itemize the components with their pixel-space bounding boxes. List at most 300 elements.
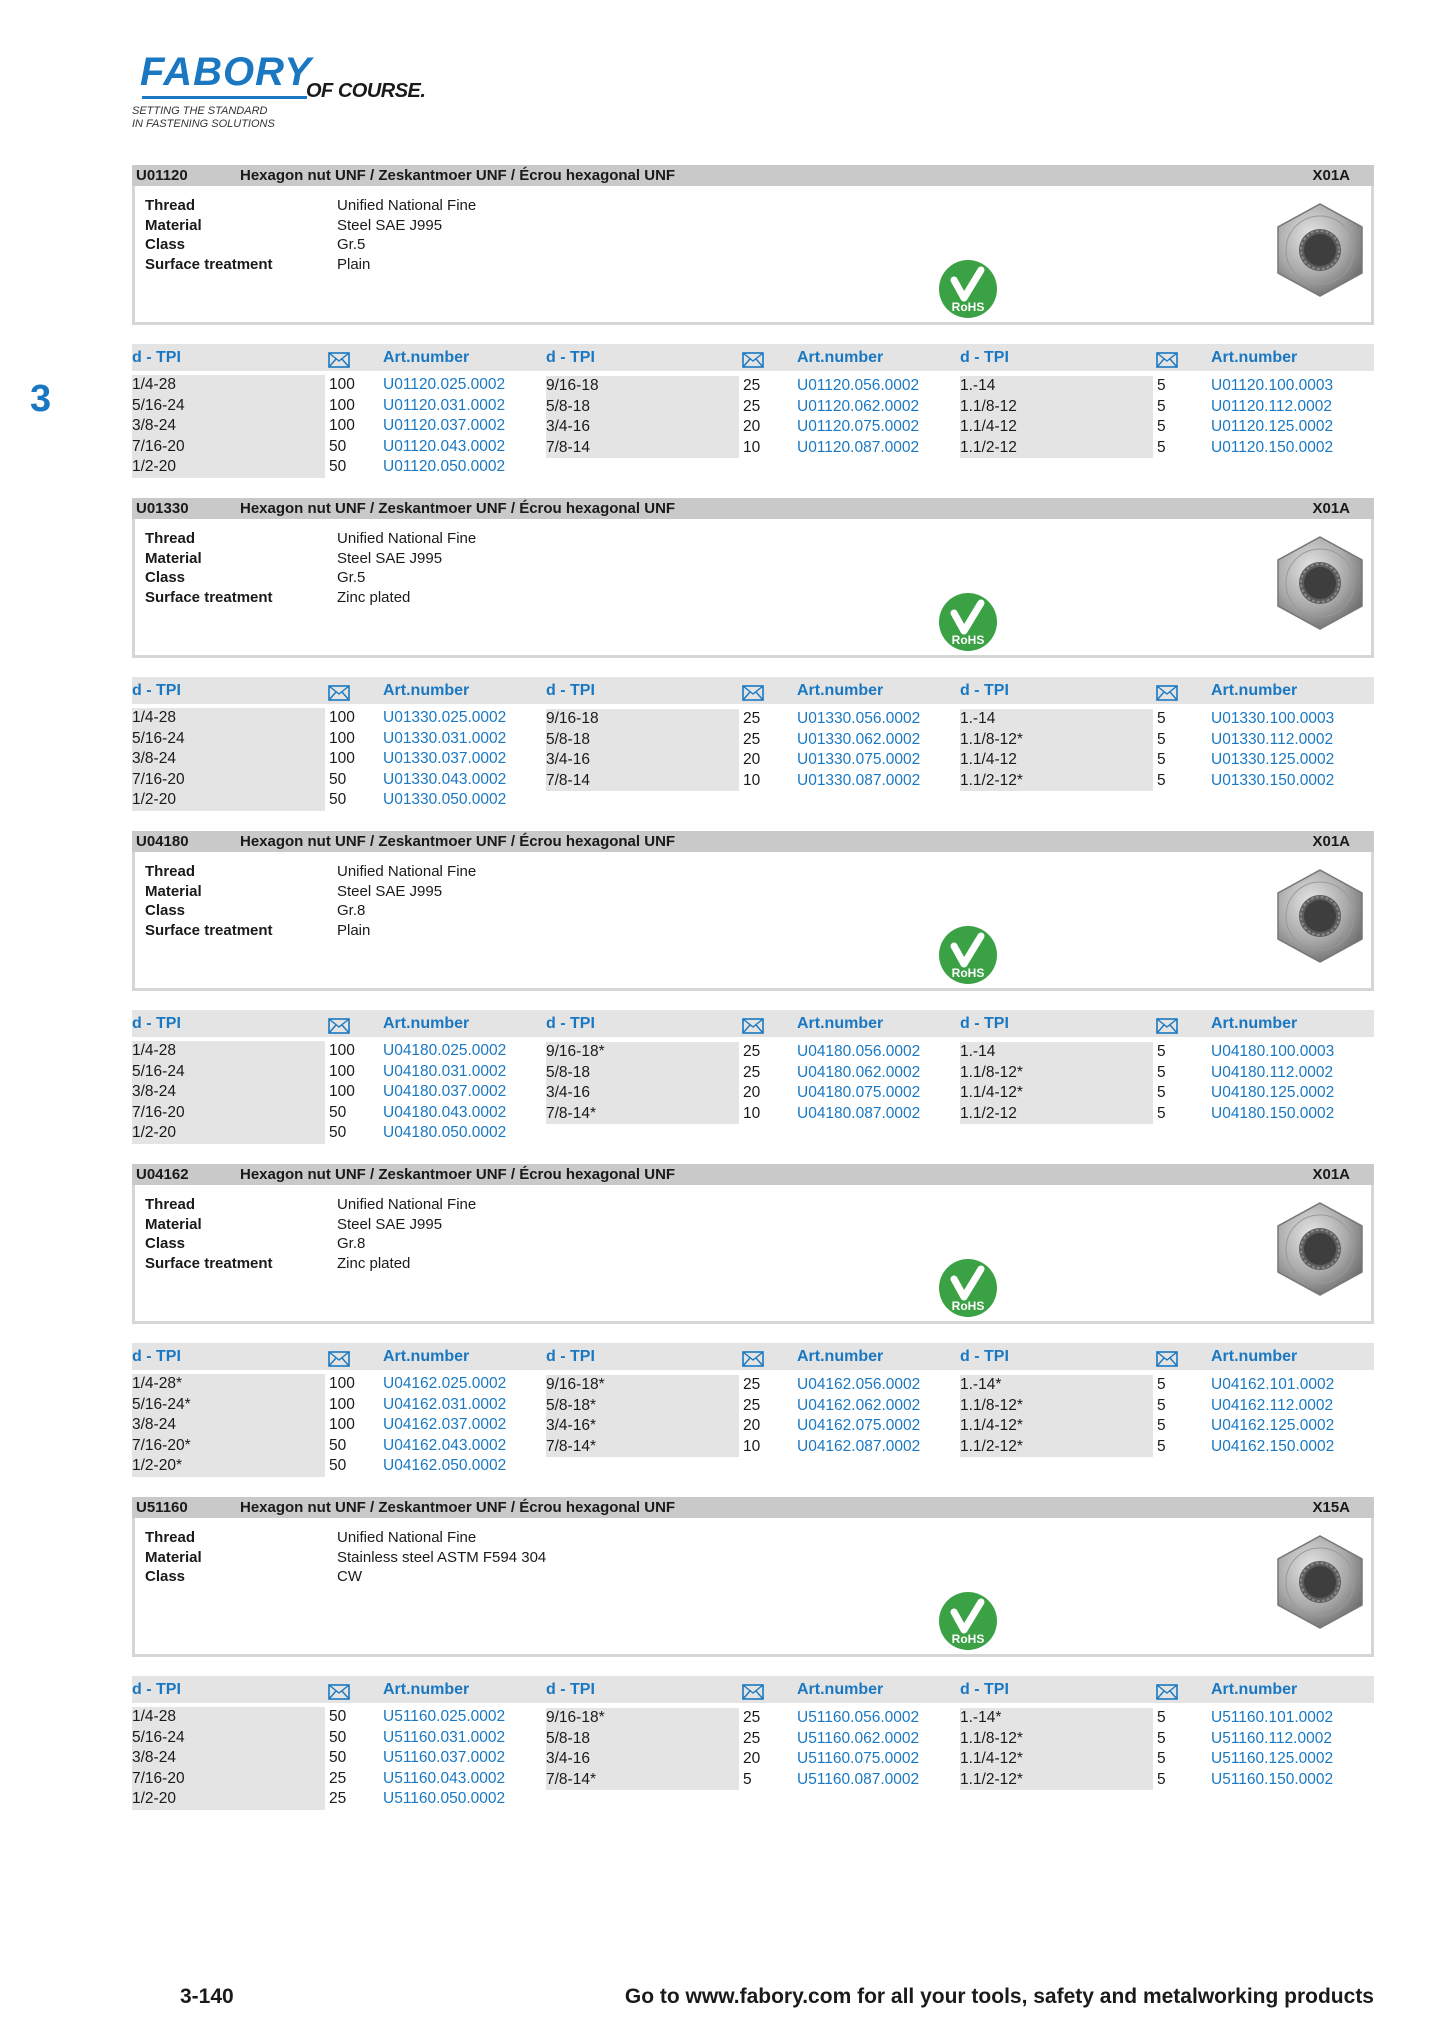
thread-size-cell: 1.1/4-12* bbox=[960, 1750, 1023, 1767]
article-number-link[interactable]: U51160.112.0002 bbox=[1211, 1729, 1332, 1747]
article-number-list bbox=[383, 1707, 505, 1810]
section-header bbox=[132, 165, 1374, 186]
quantity-cell: 10 bbox=[743, 438, 761, 456]
quantity-cell: 25 bbox=[743, 1043, 761, 1060]
spec-row bbox=[145, 216, 476, 236]
quantity-list bbox=[1157, 1708, 1166, 1790]
standard-code: X15A bbox=[1312, 1499, 1350, 1516]
article-number-link[interactable]: U04162.025.0002 bbox=[383, 1375, 507, 1392]
spec-value: Steel SAE J995 bbox=[337, 216, 443, 234]
article-number-link[interactable]: U01120.087.0002 bbox=[797, 438, 920, 456]
standard-code: X01A bbox=[1312, 500, 1350, 517]
article-number-link[interactable]: U04162.101.0002 bbox=[1211, 1376, 1335, 1393]
product-code: U01330 bbox=[136, 500, 189, 517]
thread-size-cell: 1/4-28* bbox=[132, 1375, 182, 1392]
article-number-list bbox=[1211, 709, 1334, 791]
quantity-cell: 5 bbox=[1157, 1043, 1166, 1060]
thread-size-cell: 5/8-18 bbox=[546, 1729, 590, 1747]
thread-size-list bbox=[132, 375, 325, 478]
product-section bbox=[132, 165, 1374, 475]
svg-text:RoHS: RoHS bbox=[951, 1632, 985, 1646]
thread-size-cell: 7/16-20 bbox=[132, 1103, 185, 1121]
thread-size-cell: 9/16-18* bbox=[546, 1709, 605, 1726]
thread-size-list bbox=[960, 376, 1153, 458]
article-number-link[interactable]: U01330.031.0002 bbox=[383, 729, 507, 747]
column-header-dtpi: d - TPI bbox=[960, 349, 1009, 366]
thread-size-cell: 1/2-20 bbox=[132, 1790, 176, 1807]
spec-row bbox=[145, 1548, 546, 1568]
article-number-link[interactable]: U04180.050.0002 bbox=[383, 1124, 507, 1141]
thread-size-cell: 1/4-28 bbox=[132, 376, 176, 393]
article-number-link[interactable]: U01120.043.0002 bbox=[383, 437, 506, 455]
quantity-cell: 50 bbox=[329, 437, 347, 455]
thread-size-cell: 1/2-20* bbox=[132, 1457, 182, 1474]
quantity-cell: 5 bbox=[1157, 1084, 1166, 1101]
quantity-list bbox=[1157, 1042, 1166, 1124]
spec-row bbox=[145, 862, 476, 882]
article-number-link[interactable]: U51160.150.0002 bbox=[1211, 1770, 1334, 1788]
thread-size-cell: 5/16-24 bbox=[132, 1062, 185, 1080]
spec-label: Thread bbox=[145, 530, 196, 547]
product-title: Hexagon nut UNF / Zeskantmoer UNF / Écrou hexagonal UNF bbox=[240, 167, 676, 184]
spec-value: Unified National Fine bbox=[337, 1196, 477, 1213]
article-number-link[interactable]: U04162.125.0002 bbox=[1211, 1417, 1335, 1434]
article-number-link[interactable]: U04162.037.0002 bbox=[383, 1416, 507, 1433]
page-number: 3-140 bbox=[180, 1985, 234, 2008]
article-number-link[interactable]: U04162.031.0002 bbox=[383, 1395, 507, 1413]
article-number-link[interactable]: U04180.075.0002 bbox=[797, 1084, 921, 1101]
column-header-artnumber: Art.number bbox=[797, 349, 884, 366]
thread-size-cell: 5/8-18 bbox=[546, 1063, 590, 1081]
quantity-cell: 10 bbox=[743, 1437, 761, 1455]
packaging-quantity-icon bbox=[1156, 350, 1178, 377]
article-number-list bbox=[1211, 376, 1333, 458]
quantity-cell: 100 bbox=[329, 1042, 355, 1059]
quantity-cell: 100 bbox=[329, 1062, 355, 1080]
quantity-cell: 5 bbox=[1157, 1417, 1166, 1434]
thread-size-cell: 5/16-24 bbox=[132, 396, 185, 414]
packaging-quantity-icon bbox=[742, 1682, 764, 1709]
thread-size-cell: 5/16-24* bbox=[132, 1395, 191, 1413]
thread-size-cell: 7/8-14 bbox=[546, 771, 590, 789]
column-header-artnumber: Art.number bbox=[797, 1681, 884, 1698]
quantity-cell: 5 bbox=[1157, 418, 1166, 435]
article-number-list bbox=[1211, 1042, 1334, 1124]
article-number-link[interactable]: U01120.050.0002 bbox=[383, 458, 506, 475]
spec-row bbox=[145, 549, 476, 569]
spec-row bbox=[145, 1528, 546, 1548]
section-header bbox=[132, 498, 1374, 519]
column-header-artnumber: Art.number bbox=[1211, 1015, 1298, 1032]
thread-size-list bbox=[546, 1042, 739, 1124]
thread-size-cell: 1/4-28 bbox=[132, 709, 176, 726]
spec-value: Unified National Fine bbox=[337, 863, 477, 880]
column-header-dtpi: d - TPI bbox=[132, 682, 181, 699]
product-title: Hexagon nut UNF / Zeskantmoer UNF / Écrou hexagonal UNF bbox=[240, 1166, 676, 1183]
article-number-list bbox=[797, 376, 919, 458]
quantity-cell: 25 bbox=[743, 730, 761, 748]
column-header-artnumber: Art.number bbox=[1211, 682, 1298, 699]
quantity-cell: 5 bbox=[1157, 1396, 1166, 1414]
column-header-dtpi: d - TPI bbox=[132, 1015, 181, 1032]
hexagon-nut-image bbox=[1270, 1532, 1370, 1632]
thread-size-cell: 3/8-24 bbox=[132, 1749, 176, 1766]
article-number-list bbox=[383, 708, 506, 811]
product-section bbox=[132, 1164, 1374, 1474]
spec-box bbox=[132, 186, 1374, 325]
column-header-dtpi: d - TPI bbox=[546, 1681, 595, 1698]
article-number-list bbox=[797, 709, 920, 791]
article-number-link[interactable]: U04162.043.0002 bbox=[383, 1436, 507, 1454]
thread-size-cell: 1.1/2-12* bbox=[960, 1437, 1023, 1455]
article-number-link[interactable]: U04162.075.0002 bbox=[797, 1417, 921, 1434]
thread-size-cell: 1.1/8-12* bbox=[960, 1063, 1023, 1081]
spec-list bbox=[145, 1195, 476, 1273]
spec-value: Steel SAE J995 bbox=[337, 882, 443, 900]
article-number-link[interactable]: U51160.101.0002 bbox=[1211, 1709, 1334, 1726]
article-number-link[interactable]: U01120.037.0002 bbox=[383, 417, 506, 434]
thread-size-cell: 1/2-20 bbox=[132, 1124, 176, 1141]
logo-slogan: OF COURSE. bbox=[306, 80, 426, 102]
article-number-link[interactable]: U04162.150.0002 bbox=[1211, 1437, 1335, 1455]
quantity-cell: 5 bbox=[1157, 710, 1166, 727]
article-number-link[interactable]: U51160.043.0002 bbox=[383, 1769, 506, 1787]
article-number-link[interactable]: U51160.056.0002 bbox=[797, 1709, 920, 1726]
article-number-link[interactable]: U04180.112.0002 bbox=[1211, 1063, 1334, 1081]
spec-row bbox=[145, 529, 476, 549]
quantity-cell: 25 bbox=[743, 377, 761, 394]
article-number-link[interactable]: U01120.125.0002 bbox=[1211, 418, 1334, 435]
column-header-dtpi: d - TPI bbox=[132, 349, 181, 366]
article-number-link[interactable]: U51160.075.0002 bbox=[797, 1750, 920, 1767]
spec-label: Class bbox=[145, 1235, 186, 1252]
spec-label: Class bbox=[145, 1568, 186, 1585]
spec-label: Class bbox=[145, 902, 186, 919]
thread-size-list bbox=[132, 1374, 325, 1477]
article-number-link[interactable]: U01330.150.0002 bbox=[1211, 771, 1335, 789]
svg-text:RoHS: RoHS bbox=[951, 1299, 985, 1313]
article-number-link[interactable]: U01330.087.0002 bbox=[797, 771, 921, 789]
thread-size-cell: 1.-14* bbox=[960, 1709, 1002, 1726]
article-number-link[interactable]: U01330.075.0002 bbox=[797, 751, 921, 768]
column-header-artnumber: Art.number bbox=[797, 682, 884, 699]
quantity-cell: 5 bbox=[1157, 1104, 1166, 1122]
column-header-dtpi: d - TPI bbox=[960, 1681, 1009, 1698]
thread-size-cell: 7/16-20* bbox=[132, 1436, 191, 1454]
quantity-cell: 25 bbox=[329, 1790, 347, 1807]
article-number-link[interactable]: U01330.112.0002 bbox=[1211, 730, 1334, 748]
quantity-cell: 25 bbox=[743, 1063, 761, 1081]
article-number-link[interactable]: U01330.037.0002 bbox=[383, 750, 507, 767]
article-number-link[interactable]: U04180.031.0002 bbox=[383, 1062, 507, 1080]
article-number-link[interactable]: U04180.062.0002 bbox=[797, 1063, 921, 1081]
column-header-artnumber: Art.number bbox=[383, 1681, 470, 1698]
spec-row bbox=[145, 1195, 476, 1215]
thread-size-cell: 7/16-20 bbox=[132, 437, 185, 455]
quantity-cell: 100 bbox=[329, 1395, 355, 1413]
quantity-cell: 100 bbox=[329, 729, 355, 747]
spec-value: Stainless steel ASTM F594 304 bbox=[337, 1548, 547, 1566]
logo-tagline bbox=[132, 105, 275, 131]
spec-box bbox=[132, 1518, 1374, 1657]
quantity-cell: 5 bbox=[1157, 1729, 1166, 1747]
quantity-list bbox=[329, 1707, 346, 1810]
thread-size-cell: 7/8-14 bbox=[546, 438, 590, 456]
article-number-link[interactable]: U04180.100.0003 bbox=[1211, 1043, 1335, 1060]
article-number-link[interactable]: U51160.050.0002 bbox=[383, 1790, 506, 1807]
table-header bbox=[132, 1010, 1374, 1037]
quantity-cell: 25 bbox=[743, 1729, 761, 1747]
thread-size-cell: 7/8-14* bbox=[546, 1104, 596, 1122]
spec-label: Thread bbox=[145, 197, 196, 214]
article-number-list bbox=[383, 1374, 506, 1477]
spec-row bbox=[145, 901, 476, 921]
rohs-badge-icon bbox=[937, 1590, 999, 1652]
article-number-link[interactable]: U51160.087.0002 bbox=[797, 1770, 920, 1788]
article-number-link[interactable]: U51160.037.0002 bbox=[383, 1749, 506, 1766]
quantity-cell: 5 bbox=[1157, 377, 1166, 394]
article-number-link[interactable]: U01330.100.0003 bbox=[1211, 710, 1335, 727]
quantity-cell: 50 bbox=[329, 1457, 347, 1474]
column-header-dtpi: d - TPI bbox=[546, 1348, 595, 1365]
quantity-cell: 10 bbox=[743, 1104, 761, 1122]
packaging-quantity-icon bbox=[742, 1016, 764, 1043]
thread-size-cell: 1.1/8-12* bbox=[960, 1729, 1023, 1747]
thread-size-list bbox=[546, 376, 739, 458]
packaging-quantity-icon bbox=[1156, 1349, 1178, 1376]
column-header-artnumber: Art.number bbox=[797, 1015, 884, 1032]
thread-size-list bbox=[960, 1375, 1153, 1457]
quantity-cell: 5 bbox=[1157, 397, 1166, 415]
quantity-cell: 25 bbox=[329, 1769, 347, 1787]
thread-size-cell: 1.1/4-12 bbox=[960, 418, 1017, 435]
thread-size-cell: 1.-14 bbox=[960, 1043, 996, 1060]
packaging-quantity-icon bbox=[328, 683, 350, 710]
thread-size-cell: 5/16-24 bbox=[132, 1728, 185, 1746]
thread-size-cell: 3/4-16 bbox=[546, 1084, 590, 1101]
article-number-link[interactable]: U04162.112.0002 bbox=[1211, 1396, 1334, 1414]
quantity-list bbox=[1157, 1375, 1166, 1457]
spec-label: Class bbox=[145, 236, 186, 253]
spec-row bbox=[145, 235, 476, 255]
section-header bbox=[132, 1164, 1374, 1185]
article-number-link[interactable]: U01330.050.0002 bbox=[383, 791, 507, 808]
quantity-cell: 5 bbox=[1157, 438, 1166, 456]
article-number-link[interactable]: U51160.031.0002 bbox=[383, 1728, 506, 1746]
spec-label: Material bbox=[145, 882, 202, 900]
logo-brand: FABORY bbox=[140, 50, 312, 94]
quantity-cell: 20 bbox=[743, 1084, 761, 1101]
quantity-cell: 20 bbox=[743, 418, 761, 435]
chapter-number: 3 bbox=[30, 378, 52, 420]
thread-size-cell: 9/16-18 bbox=[546, 377, 599, 394]
article-number-link[interactable]: U51160.125.0002 bbox=[1211, 1750, 1334, 1767]
article-number-link[interactable]: U01120.100.0003 bbox=[1211, 377, 1334, 394]
thread-size-cell: 1.1/8-12* bbox=[960, 1396, 1023, 1414]
quantity-list bbox=[1157, 376, 1166, 458]
thread-size-cell: 1.-14* bbox=[960, 1376, 1002, 1393]
article-number-link[interactable]: U01330.025.0002 bbox=[383, 709, 507, 726]
packaging-quantity-icon bbox=[1156, 683, 1178, 710]
thread-size-list bbox=[960, 1042, 1153, 1124]
spec-row bbox=[145, 255, 476, 275]
article-number-link[interactable]: U01330.056.0002 bbox=[797, 710, 921, 727]
spec-label: Material bbox=[145, 216, 202, 234]
quantity-cell: 100 bbox=[329, 750, 355, 767]
thread-size-cell: 1.1/8-12* bbox=[960, 730, 1023, 748]
article-number-link[interactable]: U01330.043.0002 bbox=[383, 770, 507, 788]
spec-value: Gr.8 bbox=[337, 902, 366, 919]
article-number-link[interactable]: U01120.112.0002 bbox=[1211, 397, 1332, 415]
quantity-cell: 100 bbox=[329, 1416, 355, 1433]
article-number-link[interactable]: U01330.125.0002 bbox=[1211, 751, 1335, 768]
thread-size-cell: 5/8-18* bbox=[546, 1396, 596, 1414]
hexagon-nut-image bbox=[1270, 200, 1370, 300]
article-number-link[interactable]: U04180.025.0002 bbox=[383, 1042, 507, 1059]
article-number-link[interactable]: U04162.056.0002 bbox=[797, 1376, 921, 1393]
quantity-cell: 100 bbox=[329, 1083, 355, 1100]
article-number-link[interactable]: U01120.025.0002 bbox=[383, 376, 506, 393]
thread-size-cell: 1.1/2-12* bbox=[960, 1770, 1023, 1788]
thread-size-cell: 1.1/2-12 bbox=[960, 438, 1017, 456]
quantity-list bbox=[329, 375, 355, 478]
article-number-link[interactable]: U51160.062.0002 bbox=[797, 1729, 920, 1747]
article-number-list bbox=[383, 1041, 506, 1144]
spec-value: Unified National Fine bbox=[337, 197, 477, 214]
quantity-list bbox=[329, 1374, 355, 1477]
product-code: U51160 bbox=[136, 1499, 188, 1516]
spec-label: Surface treatment bbox=[145, 921, 273, 939]
spec-value: Gr.5 bbox=[337, 569, 366, 586]
thread-size-list bbox=[546, 1375, 739, 1457]
article-number-link[interactable]: U04180.150.0002 bbox=[1211, 1104, 1335, 1122]
hexagon-nut-image bbox=[1270, 866, 1370, 966]
article-number-link[interactable]: U01120.150.0002 bbox=[1211, 438, 1334, 456]
quantity-cell: 20 bbox=[743, 1417, 761, 1434]
article-number-link[interactable]: U01120.031.0002 bbox=[383, 396, 506, 414]
quantity-cell: 25 bbox=[743, 1396, 761, 1414]
article-number-list bbox=[1211, 1708, 1333, 1790]
column-header-artnumber: Art.number bbox=[383, 1348, 470, 1365]
article-number-link[interactable]: U04162.050.0002 bbox=[383, 1457, 507, 1474]
article-number-link[interactable]: U04162.087.0002 bbox=[797, 1437, 921, 1455]
thread-size-cell: 3/8-24 bbox=[132, 1416, 176, 1433]
article-number-link[interactable]: U04180.125.0002 bbox=[1211, 1084, 1335, 1101]
thread-size-cell: 5/8-18 bbox=[546, 397, 590, 415]
article-number-link[interactable]: U04180.056.0002 bbox=[797, 1043, 921, 1060]
thread-size-cell: 9/16-18* bbox=[546, 1043, 605, 1060]
article-number-list bbox=[797, 1042, 920, 1124]
quantity-cell: 5 bbox=[1157, 1376, 1166, 1393]
spec-value: Unified National Fine bbox=[337, 530, 477, 547]
rohs-badge-icon bbox=[937, 1257, 999, 1319]
quantity-cell: 50 bbox=[329, 458, 347, 475]
rohs-badge-icon bbox=[937, 591, 999, 653]
thread-size-cell: 1.1/2-12 bbox=[960, 1104, 1017, 1122]
spec-label: Material bbox=[145, 549, 202, 567]
thread-size-cell: 3/8-24 bbox=[132, 750, 176, 767]
column-header-dtpi: d - TPI bbox=[546, 1015, 595, 1032]
svg-text:RoHS: RoHS bbox=[951, 966, 985, 980]
quantity-list bbox=[743, 709, 760, 791]
spec-row bbox=[145, 1215, 476, 1235]
spec-value: Zinc plated bbox=[337, 1254, 411, 1272]
quantity-cell: 50 bbox=[329, 791, 347, 808]
article-number-link[interactable]: U04180.087.0002 bbox=[797, 1104, 921, 1122]
spec-label: Surface treatment bbox=[145, 1254, 273, 1272]
table-header bbox=[132, 344, 1374, 371]
svg-text:RoHS: RoHS bbox=[951, 633, 985, 647]
quantity-cell: 50 bbox=[329, 1124, 347, 1141]
thread-size-cell: 3/8-24 bbox=[132, 1083, 176, 1100]
thread-size-cell: 1/2-20 bbox=[132, 791, 176, 808]
section-header bbox=[132, 831, 1374, 852]
table-header bbox=[132, 677, 1374, 704]
thread-size-cell: 5/16-24 bbox=[132, 729, 185, 747]
thread-size-cell: 1.1/4-12* bbox=[960, 1417, 1023, 1434]
packaging-quantity-icon bbox=[328, 350, 350, 377]
spec-list bbox=[145, 529, 476, 607]
article-number-list bbox=[383, 375, 505, 478]
thread-size-list bbox=[132, 1707, 325, 1810]
quantity-list bbox=[743, 376, 760, 458]
article-number-link[interactable]: U01120.062.0002 bbox=[797, 397, 920, 415]
article-number-link[interactable]: U51160.025.0002 bbox=[383, 1708, 506, 1725]
logo-tagline-2: IN FASTENING SOLUTIONS bbox=[132, 118, 275, 130]
spec-row bbox=[145, 1234, 476, 1254]
thread-size-list bbox=[132, 708, 325, 811]
thread-size-cell: 5/8-18 bbox=[546, 730, 590, 748]
quantity-cell: 5 bbox=[1157, 730, 1166, 748]
spec-value: Steel SAE J995 bbox=[337, 549, 443, 567]
column-header-dtpi: d - TPI bbox=[132, 1681, 181, 1698]
article-number-link[interactable]: U04180.037.0002 bbox=[383, 1083, 507, 1100]
quantity-cell: 50 bbox=[329, 1708, 347, 1725]
spec-label: Material bbox=[145, 1548, 202, 1566]
quantity-cell: 50 bbox=[329, 1436, 347, 1454]
article-number-link[interactable]: U04162.062.0002 bbox=[797, 1396, 921, 1414]
product-section bbox=[132, 498, 1374, 808]
quantity-list bbox=[743, 1042, 760, 1124]
quantity-cell: 20 bbox=[743, 1750, 761, 1767]
spec-box bbox=[132, 1185, 1374, 1324]
quantity-cell: 25 bbox=[743, 1376, 761, 1393]
quantity-cell: 50 bbox=[329, 1749, 347, 1766]
spec-value: Plain bbox=[337, 255, 371, 273]
article-number-list bbox=[797, 1375, 920, 1457]
quantity-cell: 5 bbox=[1157, 771, 1166, 789]
thread-size-list bbox=[546, 1708, 739, 1790]
thread-size-cell: 1/2-20 bbox=[132, 458, 176, 475]
article-number-link[interactable]: U01120.056.0002 bbox=[797, 377, 920, 394]
spec-list bbox=[145, 196, 476, 274]
spec-row bbox=[145, 568, 476, 588]
quantity-cell: 100 bbox=[329, 376, 355, 393]
thread-size-cell: 9/16-18 bbox=[546, 710, 599, 727]
quantity-list bbox=[329, 708, 355, 811]
column-header-dtpi: d - TPI bbox=[960, 1015, 1009, 1032]
article-number-link[interactable]: U04180.043.0002 bbox=[383, 1103, 507, 1121]
table-header bbox=[132, 1343, 1374, 1370]
article-number-link[interactable]: U01120.075.0002 bbox=[797, 418, 920, 435]
product-code: U01120 bbox=[136, 167, 188, 184]
product-section bbox=[132, 831, 1374, 1141]
spec-label: Thread bbox=[145, 1529, 196, 1546]
article-number-link[interactable]: U01330.062.0002 bbox=[797, 730, 921, 748]
quantity-cell: 5 bbox=[1157, 1709, 1166, 1726]
thread-size-cell: 3/4-16* bbox=[546, 1417, 596, 1434]
thread-size-cell: 1/4-28 bbox=[132, 1042, 176, 1059]
